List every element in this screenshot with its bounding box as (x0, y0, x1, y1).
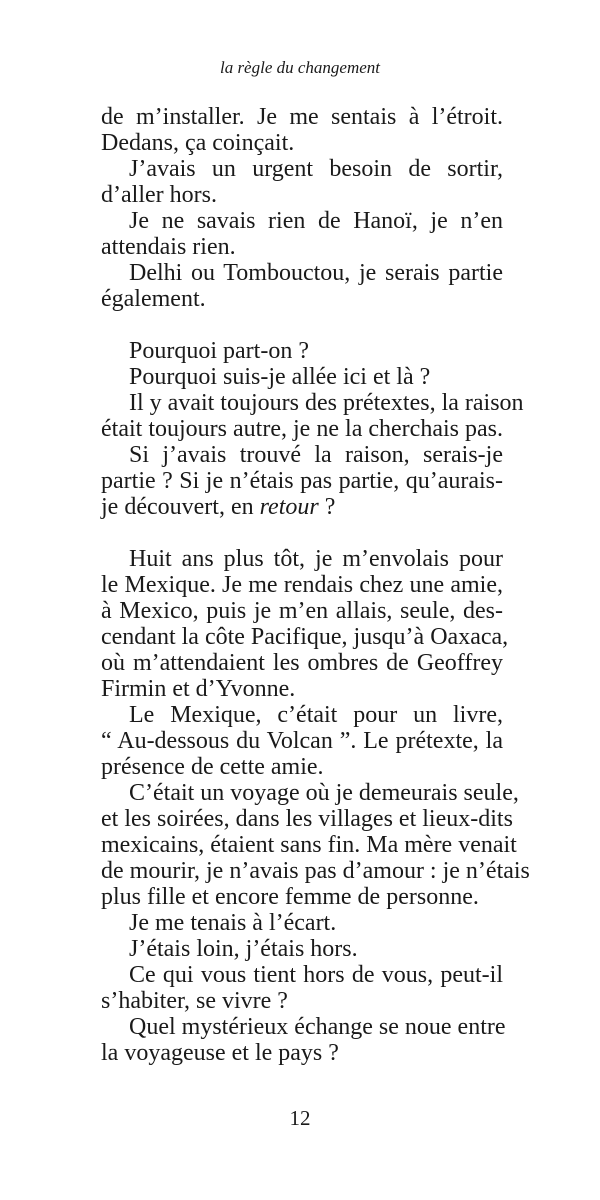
body-text (101, 104, 530, 1066)
text-line: Quel mystérieux échange se noue entre (129, 1014, 506, 1040)
text-line: Pourquoi suis-je allée ici et là ? (129, 364, 431, 390)
text-line: de mourir, je n’avais pas d’amour : je n’étais (101, 858, 530, 884)
text-line: Si j’avais trouvé la raison, serais-je (129, 442, 503, 468)
text-line: Dedans, ça coinçait. (101, 130, 295, 156)
text-line: Je me tenais à l’écart. (129, 910, 337, 936)
text-line: Il y avait toujours des prétextes, la raison (129, 390, 524, 416)
text-line: J’étais loin, j’étais hors. (129, 936, 358, 962)
text-line: à Mexico, puis je m’en allais, seule, des- (101, 598, 503, 624)
text-line: présence de cette amie. (101, 754, 324, 780)
text-line: où m’attendaient les ombres de Geoffrey (101, 650, 503, 676)
italic-word: retour (259, 494, 319, 520)
text-segment: je découvert, en (101, 494, 260, 520)
text-line: Huit ans plus tôt, je m’envolais pour (129, 546, 503, 572)
text-line: Delhi ou Tombouctou, je serais partie (129, 260, 503, 286)
text-line: C’était un voyage où je demeurais seule, (129, 780, 519, 806)
paragraph-break (101, 520, 503, 546)
text-line: partie ? Si je n’étais pas partie, qu’aurais- (101, 468, 503, 494)
text-line: également. (101, 286, 206, 312)
text-segment: ? (318, 494, 336, 520)
paragraph-break (101, 312, 503, 338)
text-line: plus fille et encore femme de personne. (101, 884, 479, 910)
text-line: était toujours autre, je ne la cherchais pas. (101, 416, 503, 442)
text-line: mexicains, étaient sans fin. Ma mère venait (101, 832, 517, 858)
text-line: cendant la côte Pacifique, jusqu’à Oaxaca, (101, 624, 509, 650)
text-line: J’avais un urgent besoin de sortir, (129, 156, 503, 182)
page-number: 12 (289, 1106, 311, 1130)
text-line: Pourquoi part-on ? (129, 338, 309, 364)
text-line: attendais rien. (101, 234, 236, 260)
text-line: de m’installer. Je me sentais à l’étroit. (101, 104, 503, 130)
text-line: Ce qui vous tient hors de vous, peut-il (129, 962, 503, 988)
text-line: Le Mexique, c’était pour un livre, (129, 702, 503, 728)
running-head: la règle du changement (219, 58, 381, 77)
text-line: s’habiter, se vivre ? (101, 988, 288, 1014)
text-line: d’aller hors. (101, 182, 217, 208)
text-line: Je ne savais rien de Hanoï, je n’en (129, 208, 503, 234)
text-line (101, 494, 503, 520)
text-line: et les soirées, dans les villages et lieux-dits (101, 806, 513, 832)
text-line: le Mexique. Je me rendais chez une amie, (101, 572, 503, 598)
text-line: la voyageuse et le pays ? (101, 1040, 339, 1066)
text-line: “ Au-dessous du Volcan ”. Le prétexte, la (101, 728, 503, 754)
text-line: Firmin et d’Yvonne. (101, 676, 296, 702)
